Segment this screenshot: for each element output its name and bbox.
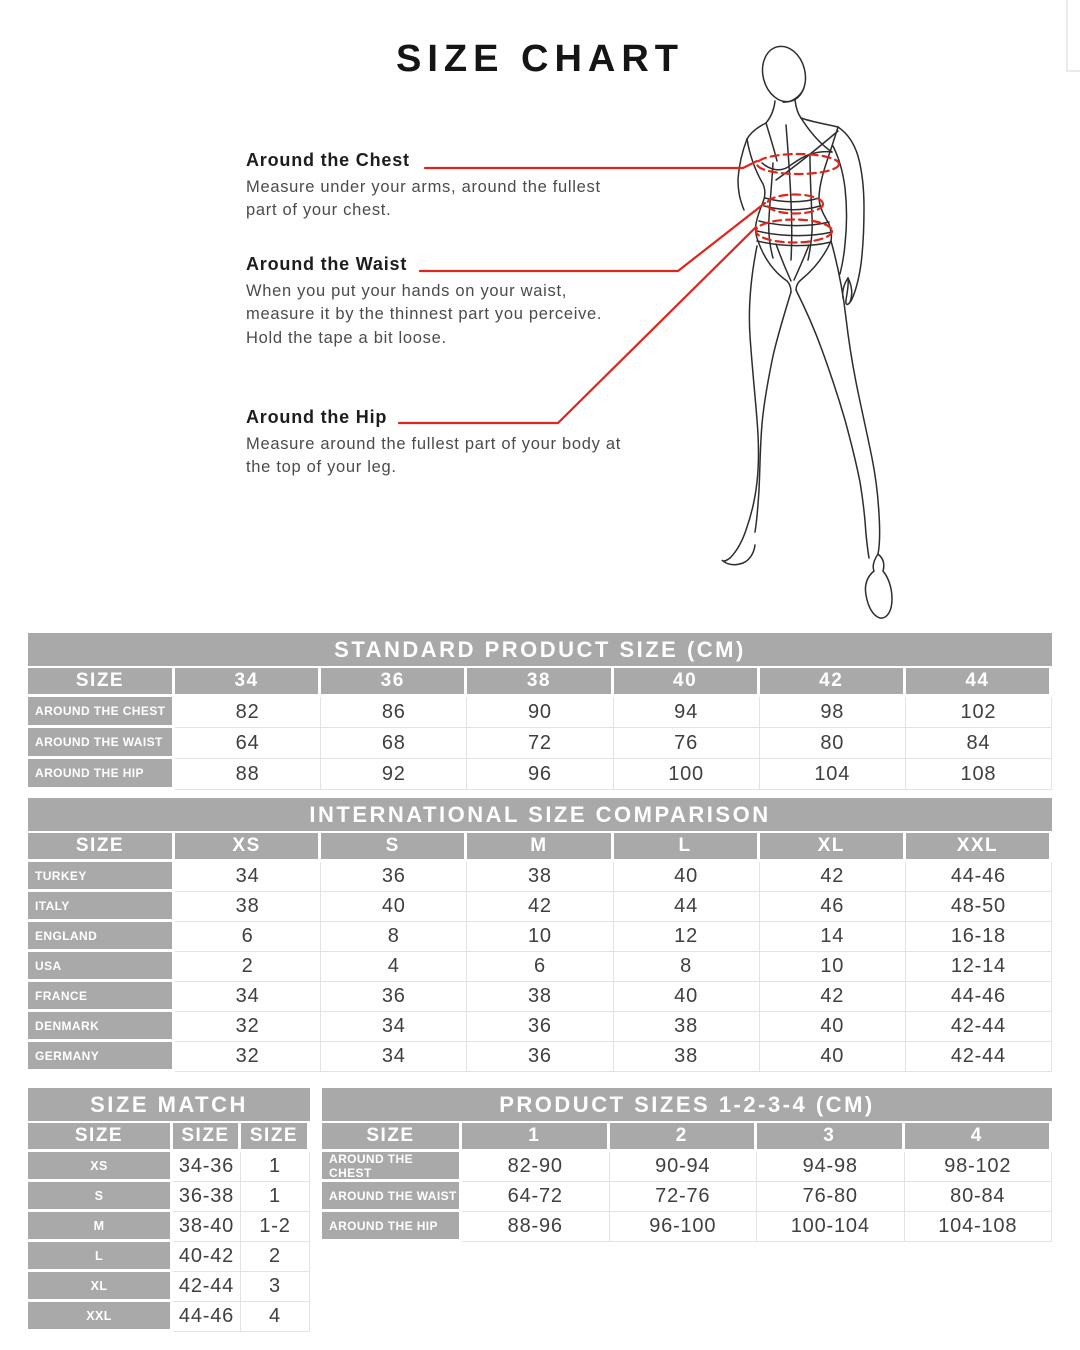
table-cell: 44-46 bbox=[173, 1302, 241, 1332]
table-cell: 2 bbox=[241, 1242, 310, 1272]
table-cell: 1 bbox=[241, 1182, 310, 1212]
table-cell: 4 bbox=[321, 952, 467, 982]
table-row-label: GERMANY bbox=[28, 1042, 175, 1072]
table-cell: 42 bbox=[760, 862, 906, 892]
table-row-label: TURKEY bbox=[28, 862, 175, 892]
table-cell: 104 bbox=[760, 759, 906, 790]
table-column-header: L bbox=[614, 833, 760, 862]
table-cell: 38 bbox=[467, 862, 613, 892]
table-row-label: AROUND THE HIP bbox=[28, 759, 175, 790]
table-cell: 104-108 bbox=[905, 1212, 1053, 1242]
annotation-hip bbox=[246, 407, 628, 480]
table-cell: 44 bbox=[614, 892, 760, 922]
table-cell: 40 bbox=[614, 862, 760, 892]
table-cell: 88 bbox=[175, 759, 321, 790]
table-corner-header: SIZE bbox=[322, 1123, 462, 1152]
table-row-label: XS bbox=[28, 1152, 173, 1182]
table-cell: 80 bbox=[760, 728, 906, 759]
table-cell: 8 bbox=[321, 922, 467, 952]
annotation-chest bbox=[246, 150, 628, 223]
table-row-label: AROUND THE HIP bbox=[322, 1212, 462, 1242]
annotation-waist-heading: Around the Waist bbox=[246, 254, 408, 274]
hip-measure-ellipse bbox=[756, 220, 832, 243]
table-row-label: AROUND THE WAIST bbox=[28, 728, 175, 759]
table-cell: 94-98 bbox=[757, 1152, 905, 1182]
table-cell: 86 bbox=[321, 697, 467, 728]
table-cell: 16-18 bbox=[906, 922, 1052, 952]
table-cell: 44-46 bbox=[906, 862, 1052, 892]
table-corner-header: SIZE bbox=[28, 668, 175, 697]
table-cell: 40-42 bbox=[173, 1242, 241, 1272]
table-cell: 68 bbox=[321, 728, 467, 759]
table-cell: 42-44 bbox=[906, 1012, 1052, 1042]
table-cell: 98-102 bbox=[905, 1152, 1053, 1182]
table-cell: 42 bbox=[760, 982, 906, 1012]
table-cell: 100-104 bbox=[757, 1212, 905, 1242]
table-cell: 96-100 bbox=[610, 1212, 758, 1242]
table-cell: 46 bbox=[760, 892, 906, 922]
table-cell: 96 bbox=[467, 759, 613, 790]
table-cell: 38 bbox=[175, 892, 321, 922]
table-column-header: SIZE bbox=[28, 1123, 173, 1152]
table-cell: 72 bbox=[467, 728, 613, 759]
annotation-hip-heading: Around the Hip bbox=[246, 407, 388, 427]
table-cell: 72-76 bbox=[610, 1182, 758, 1212]
table-grid bbox=[28, 668, 1052, 790]
table-title: INTERNATIONAL SIZE COMPARISON bbox=[28, 798, 1052, 831]
table-row-label: S bbox=[28, 1182, 173, 1212]
table-column-header: 44 bbox=[906, 668, 1052, 697]
chest-measure-ellipse bbox=[757, 154, 839, 174]
table-column-header: M bbox=[467, 833, 613, 862]
table-row-label: DENMARK bbox=[28, 1012, 175, 1042]
table-cell: 38 bbox=[614, 1012, 760, 1042]
size-match-table bbox=[28, 1088, 310, 1332]
table-cell: 2 bbox=[175, 952, 321, 982]
table-cell: 6 bbox=[175, 922, 321, 952]
table-cell: 94 bbox=[614, 697, 760, 728]
table-row-label: ITALY bbox=[28, 892, 175, 922]
table-cell: 98 bbox=[760, 697, 906, 728]
waist-measure-ellipse bbox=[767, 195, 823, 214]
table-cell: 44-46 bbox=[906, 982, 1052, 1012]
table-cell: 40 bbox=[760, 1042, 906, 1072]
table-cell: 12-14 bbox=[906, 952, 1052, 982]
table-row-label: AROUND THE CHEST bbox=[28, 697, 175, 728]
table-column-header: 40 bbox=[614, 668, 760, 697]
table-cell: 1-2 bbox=[241, 1212, 310, 1242]
table-title: PRODUCT SIZES 1-2-3-4 (CM) bbox=[322, 1088, 1052, 1121]
table-column-header: 42 bbox=[760, 668, 906, 697]
table-column-header: 36 bbox=[321, 668, 467, 697]
table-cell: 4 bbox=[241, 1302, 310, 1332]
table-cell: 64-72 bbox=[462, 1182, 610, 1212]
table-cell: 82 bbox=[175, 697, 321, 728]
table-row-label: L bbox=[28, 1242, 173, 1272]
table-row-label: AROUND THE WAIST bbox=[322, 1182, 462, 1212]
table-cell: 40 bbox=[321, 892, 467, 922]
page-corner-artifact bbox=[1066, 0, 1080, 72]
table-cell: 76-80 bbox=[757, 1182, 905, 1212]
table-row-label: XXL bbox=[28, 1302, 173, 1332]
table-cell: 100 bbox=[614, 759, 760, 790]
table-cell: 10 bbox=[760, 952, 906, 982]
table-cell: 36 bbox=[467, 1042, 613, 1072]
table-column-header: 2 bbox=[610, 1123, 758, 1152]
annotation-chest-heading: Around the Chest bbox=[246, 150, 410, 170]
table-cell: 12 bbox=[614, 922, 760, 952]
table-cell: 38 bbox=[467, 982, 613, 1012]
table-cell: 92 bbox=[321, 759, 467, 790]
table-cell: 42-44 bbox=[173, 1272, 241, 1302]
table-cell: 36 bbox=[321, 862, 467, 892]
international-size-comparison-table bbox=[28, 798, 1052, 1072]
table-cell: 76 bbox=[614, 728, 760, 759]
table-cell: 32 bbox=[175, 1042, 321, 1072]
table-column-header: S bbox=[321, 833, 467, 862]
table-cell: 3 bbox=[241, 1272, 310, 1302]
table-cell: 102 bbox=[906, 697, 1052, 728]
annotation-waist bbox=[246, 254, 628, 350]
table-row-label: USA bbox=[28, 952, 175, 982]
table-cell: 82-90 bbox=[462, 1152, 610, 1182]
table-corner-header: SIZE bbox=[28, 833, 175, 862]
table-column-header: 38 bbox=[467, 668, 613, 697]
product-sizes-1234-table bbox=[322, 1088, 1052, 1242]
table-cell: 34 bbox=[321, 1012, 467, 1042]
annotation-waist-body: When you put your hands on your waist, measure it by the thinnest part you perceive. Hold the tape a bit loose. bbox=[246, 282, 603, 347]
annotation-chest-body: Measure under your arms, around the fullest part of your chest. bbox=[246, 178, 601, 220]
table-cell: 1 bbox=[241, 1152, 310, 1182]
table-column-header: SIZE bbox=[241, 1123, 310, 1152]
table-title: STANDARD PRODUCT SIZE (CM) bbox=[28, 633, 1052, 666]
table-column-header: 4 bbox=[905, 1123, 1053, 1152]
table-row-label: AROUND THE CHEST bbox=[322, 1152, 462, 1182]
annotation-hip-body: Measure around the fullest part of your body at the top of your leg. bbox=[246, 435, 622, 477]
table-cell: 88-96 bbox=[462, 1212, 610, 1242]
page-title: SIZE CHART bbox=[396, 38, 684, 80]
table-grid bbox=[322, 1123, 1052, 1242]
table-cell: 40 bbox=[614, 982, 760, 1012]
table-cell: 48-50 bbox=[906, 892, 1052, 922]
table-cell: 108 bbox=[906, 759, 1052, 790]
table-row-label: ENGLAND bbox=[28, 922, 175, 952]
table-cell: 10 bbox=[467, 922, 613, 952]
table-cell: 42-44 bbox=[906, 1042, 1052, 1072]
table-cell: 64 bbox=[175, 728, 321, 759]
table-cell: 34 bbox=[321, 1042, 467, 1072]
table-cell: 6 bbox=[467, 952, 613, 982]
table-cell: 34-36 bbox=[173, 1152, 241, 1182]
table-cell: 36 bbox=[467, 1012, 613, 1042]
table-grid bbox=[28, 1123, 310, 1332]
table-cell: 34 bbox=[175, 862, 321, 892]
table-cell: 8 bbox=[614, 952, 760, 982]
table-cell: 34 bbox=[175, 982, 321, 1012]
table-cell: 40 bbox=[760, 1012, 906, 1042]
table-column-header: SIZE bbox=[173, 1123, 241, 1152]
table-cell: 42 bbox=[467, 892, 613, 922]
croquis-line-drawing bbox=[722, 42, 892, 618]
table-cell: 32 bbox=[175, 1012, 321, 1042]
table-cell: 38 bbox=[614, 1042, 760, 1072]
table-column-header: 34 bbox=[175, 668, 321, 697]
table-column-header: XL bbox=[760, 833, 906, 862]
table-cell: 80-84 bbox=[905, 1182, 1053, 1212]
table-row-label: XL bbox=[28, 1272, 173, 1302]
table-column-header: XXL bbox=[906, 833, 1052, 862]
table-cell: 90-94 bbox=[610, 1152, 758, 1182]
table-cell: 36-38 bbox=[173, 1182, 241, 1212]
table-title: SIZE MATCH bbox=[28, 1088, 310, 1121]
table-column-header: 1 bbox=[462, 1123, 610, 1152]
standard-product-size-table bbox=[28, 633, 1052, 790]
table-cell: 36 bbox=[321, 982, 467, 1012]
table-cell: 14 bbox=[760, 922, 906, 952]
table-row-label: FRANCE bbox=[28, 982, 175, 1012]
table-row-label: M bbox=[28, 1212, 173, 1242]
table-cell: 84 bbox=[906, 728, 1052, 759]
table-grid bbox=[28, 833, 1052, 1072]
table-column-header: 3 bbox=[757, 1123, 905, 1152]
table-cell: 90 bbox=[467, 697, 613, 728]
table-column-header: XS bbox=[175, 833, 321, 862]
table-cell: 38-40 bbox=[173, 1212, 241, 1242]
